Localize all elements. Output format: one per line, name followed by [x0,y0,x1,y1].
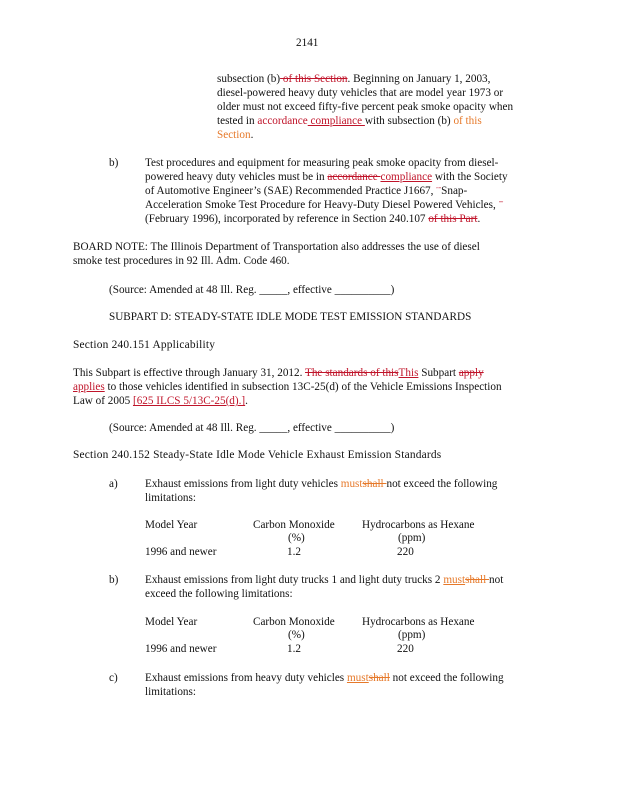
text: Exhaust emissions from light duty trucks 1 and light duty trucks 2 [145,574,444,586]
text-line: older must not exceed fifty-five percent peak smoke opacity when [217,101,514,113]
subsection-label: b) [109,574,119,586]
header-carbon-monoxide: Carbon Monoxide [253,616,335,628]
cell-co: 1.2 [287,546,301,558]
inserted-text-orange: must [443,574,466,586]
inserted-text: compliance [380,171,433,183]
text: to those vehicles identified in subsection 13C-25(d) of the Vehicle Emissions Inspection [104,381,502,393]
header-hc-unit: (ppm) [398,532,426,544]
section-heading: Section 240.151 Applicability [73,339,216,351]
cell-model-year: 1996 and newer [145,546,217,558]
inserted-text: This [398,367,419,379]
text-line: BOARD NOTE: The Illinois Department of Transportation also addresses the use of diesel [73,241,480,253]
cell-model-year: 1996 and newer [145,643,217,655]
text: with the Society [432,171,508,183]
inserted-text-orange: must [340,478,363,490]
header-co-unit: (%) [288,629,305,641]
deleted-text: shall [465,574,490,586]
header-hydrocarbons: Hydrocarbons as Hexane [362,616,475,628]
cell-hc: 220 [397,546,414,558]
text: powered heavy duty vehicles must be in [145,171,328,183]
source-note: (Source: Amended at 48 Ill. Reg. _____, effective __________) [109,284,395,296]
inserted-text: [625 ILCS 5/13C-25(d).] [132,395,246,407]
deleted-text: of this Part [428,213,478,225]
text: with subsection (b) [364,115,454,127]
text: tested in [217,115,258,127]
subpart-heading: SUBPART D: STEADY-STATE IDLE MODE TEST EMISSION STANDARDS [109,311,472,323]
text: . Beginning on January 1, 2003, [347,73,491,85]
text: Snap- [441,185,468,197]
inserted-text-orange: of this [453,115,482,127]
header-model-year: Model Year [145,519,198,531]
text: of Automotive Engineer’s (SAE) Recommended Practice J1667, [145,185,437,197]
red-text: accordance [257,115,308,127]
text: Exhaust emissions from heavy duty vehicles [145,672,347,684]
deleted-text: The standards of this [305,367,399,379]
inserted-text: applies [73,381,105,393]
text-line: exceed the following limitations: [145,588,293,600]
header-model-year: Model Year [145,616,198,628]
text: . [245,395,248,407]
inserted-text-orange: must [346,672,369,684]
text: . [250,129,254,141]
header-hc-unit: (ppm) [398,629,426,641]
text-line: Test procedures and equipment for measuring peak smoke opacity from diesel- [145,157,499,169]
cell-co: 1.2 [287,643,301,655]
text-line: diesel-powered heavy duty vehicles that are model year 1973 or [217,87,504,99]
subsection-label: a) [109,478,118,490]
text: (February 1996), incorporated by reference in Section 240.107 [145,213,429,225]
page-number: 2141 [296,37,319,49]
text: subsection (b) [217,73,281,85]
section-heading: Section 240.152 Steady-State Idle Mode Vehicle Exhaust Emission Standards [73,449,442,461]
deleted-text: shall [368,672,390,684]
text: Subpart [418,367,459,379]
inserted-text-orange: Section [217,129,251,141]
header-co-unit: (%) [288,532,305,544]
cell-hc: 220 [397,643,414,655]
text-line: limitations: [145,492,196,504]
quote-mark: "" [498,201,504,207]
inserted-text: compliance [307,115,365,127]
deleted-text: of this Section [280,73,348,85]
text: not [489,574,504,586]
subsection-label: b) [109,157,119,169]
text-line: smoke test procedures in 92 Ill. Adm. Code 460. [73,255,290,267]
source-note: (Source: Amended at 48 Ill. Reg. _____, effective __________) [109,422,395,434]
text: This Subpart is effective through January 31, 2012. [73,367,305,379]
text: Acceleration Smoke Test Procedure for Heavy-Duty Diesel Powered Vehicles, [145,199,496,211]
deleted-text: shall [362,478,387,490]
quote-mark: "" [436,187,442,193]
deleted-text: accordance [327,171,381,183]
text: not exceed the following [386,478,498,490]
deleted-text: apply [458,367,484,379]
text: Law of 2005 [73,395,133,407]
text: . [477,213,481,225]
text: Exhaust emissions from light duty vehicles [145,478,341,490]
text-line: limitations: [145,686,196,698]
header-carbon-monoxide: Carbon Monoxide [253,519,335,531]
text: not exceed the following [389,672,504,684]
subsection-label: c) [109,672,118,684]
header-hydrocarbons: Hydrocarbons as Hexane [362,519,475,531]
